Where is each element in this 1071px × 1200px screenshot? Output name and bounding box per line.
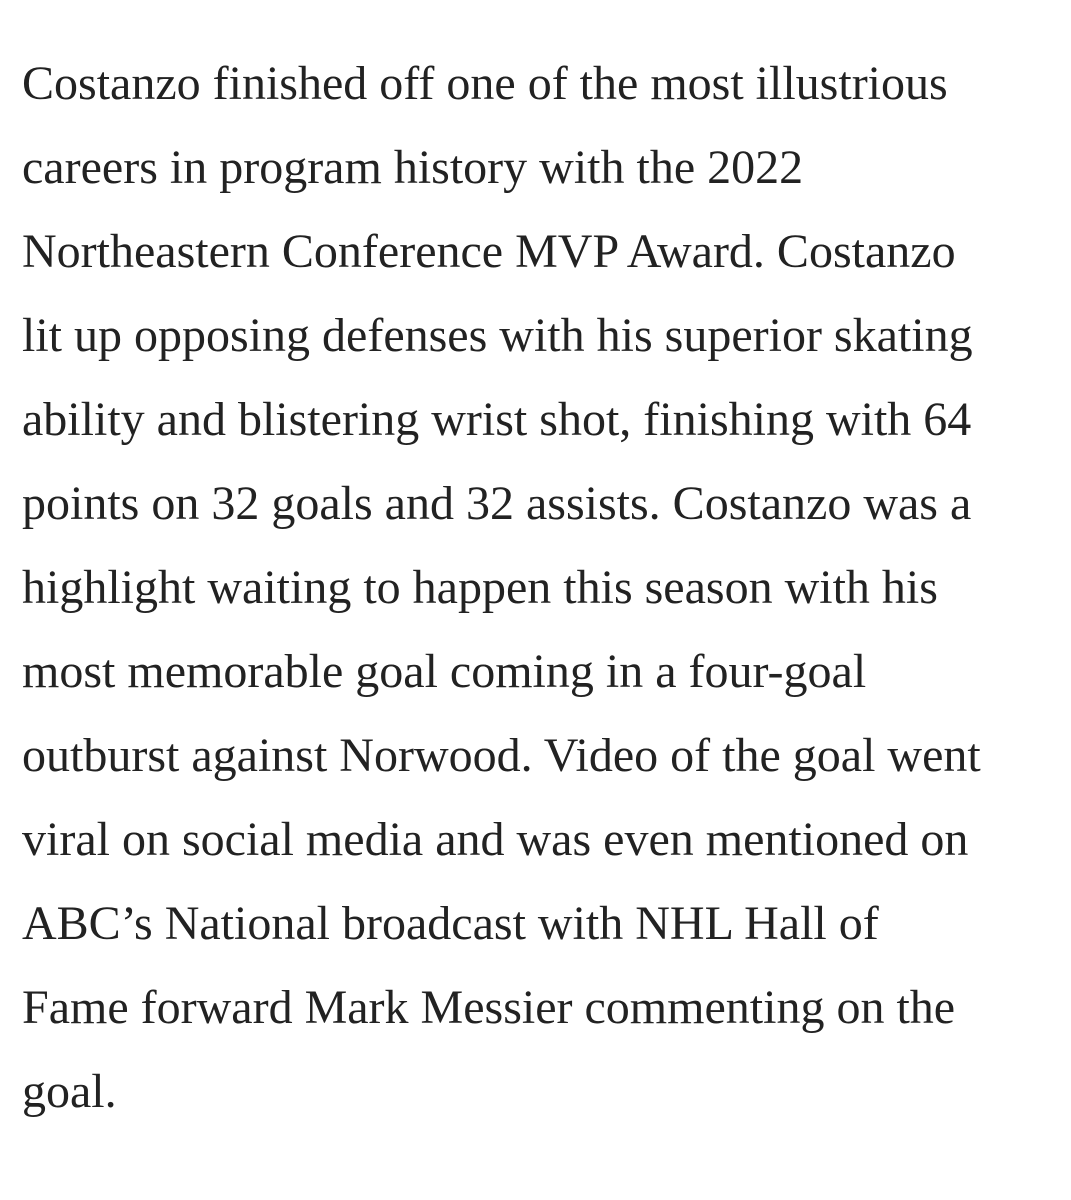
paragraph-line: ability and blistering wrist shot, finishing with 64 <box>22 393 972 446</box>
paragraph-line: lit up opposing defenses with his superior skating <box>22 309 973 362</box>
paragraph-line: viral on social media and was even mentioned on <box>22 813 969 866</box>
paragraph-line: careers in program history with the 2022 <box>22 141 804 194</box>
paragraph-line: Fame forward Mark Messier commenting on the <box>22 981 956 1034</box>
paragraph-line: points on 32 goals and 32 assists. Costanzo was a <box>22 477 972 530</box>
paragraph-line: highlight waiting to happen this season with his <box>22 561 938 614</box>
paragraph-line: goal. <box>22 1065 117 1118</box>
paragraph-line: Costanzo finished off one of the most illustrious <box>22 57 948 110</box>
paragraph-line: ABC’s National broadcast with NHL Hall of <box>22 897 879 950</box>
paragraph-line: most memorable goal coming in a four-goal <box>22 645 867 698</box>
paragraph-line: Northeastern Conference MVP Award. Costanzo <box>22 225 956 278</box>
paragraph-line: outburst against Norwood. Video of the goal went <box>22 729 981 782</box>
article-paragraph <box>22 42 1062 1134</box>
